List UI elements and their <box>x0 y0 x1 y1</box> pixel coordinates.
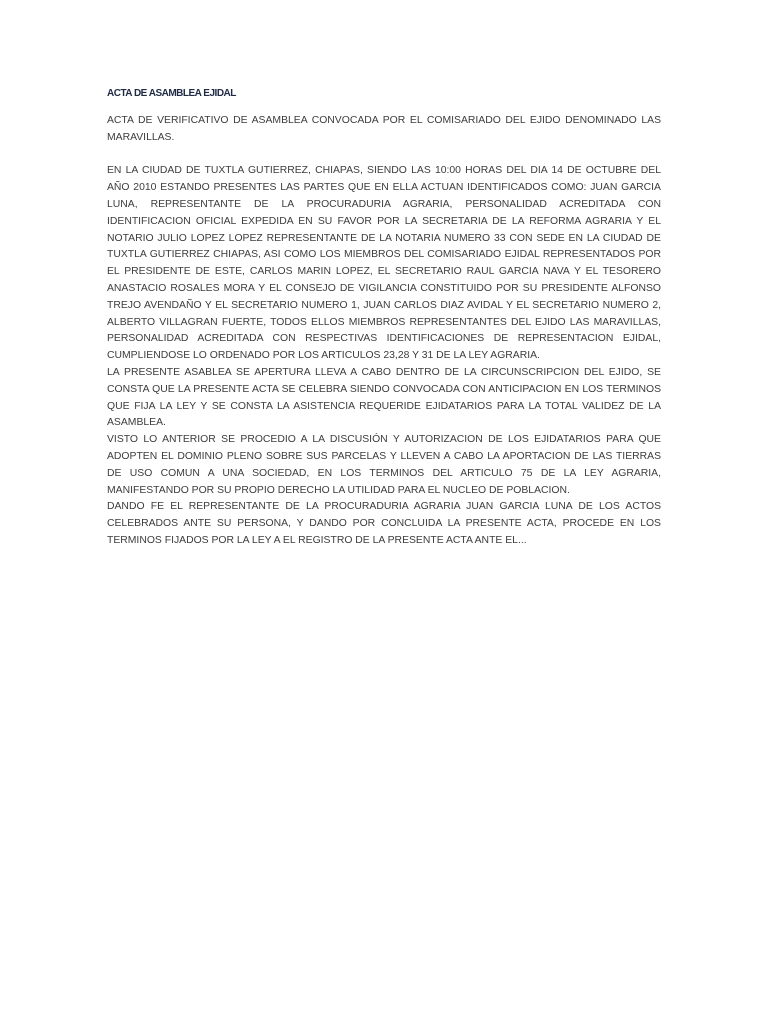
paragraph-opening: LA PRESENTE ASABLEA SE APERTURA LLEVA A CABO DENTRO DE LA CIRCUNSCRIPCION DEL EJIDO, SE CONSTA QUE LA PRESENTE ACTA SE CELEBRA SIENDO CONVOCADA CON ANTICIPACION EN LOS TERMINOS QUE FIJA LA LEY Y SE CONSTA LA ASISTENCIA REQUERIDE EJIDATARIOS PARA LA TOTAL VALIDEZ DE LA ASAMBLEA. <box>107 366 661 429</box>
paragraph-discussion: VISTO LO ANTERIOR SE PROCEDIO A LA DISCUSIÓN Y AUTORIZACION DE LOS EJIDATARIOS PARA QUE ADOPTEN EL DOMINIO PLENO SOBRE SUS PARCELAS Y LLEVEN A CABO LA APORTACION DE LAS TIERRAS DE USO COMUN A UNA SOCIEDAD, EN LOS TERMINOS DEL ARTICULO 75 DE LA LEY AGRARIA, MANIFESTANDO POR SU PROPIO DERECHO LA UTILIDAD PARA EL NUCLEO DE POBLACION. <box>107 434 661 496</box>
document-body <box>107 87 661 550</box>
intro-paragraph: ACTA DE VERIFICATIVO DE ASAMBLEA CONVOCADA POR EL COMISARIADO DEL EJIDO DENOMINADO LAS MARAVILLAS. <box>107 115 661 143</box>
paragraph-parties: EN LA CIUDAD DE TUXTLA GUTIERREZ, CHIAPAS, SIENDO LAS 10:00 HORAS DEL DIA 14 DE OCTUBRE DEL AÑO 2010 ESTANDO PRESENTES LAS PARTES QUE EN ELLA ACTUAN IDENTIFICADOS COMO: JUAN GARCIA LUNA, REPRESENTANTE DE LA PROCURADURIA AGRARIA, PERSONALIDAD ACREDITADA CON IDENTIFICACION OFICIAL EXPEDIDA EN SU FAVOR POR LA SECRETARIA DE LA REFORMA AGRARIA Y EL NOTARIO JULIO LOPEZ LOPEZ REPRESENTANTE DE LA NOTARIA NUMERO 33 CON SEDE EN LA CIUDAD DE TUXTLA GUTIERREZ CHIAPAS, ASI COMO LOS MIEMBROS DEL COMISARIADO EJIDAL REPRESENTADOS POR EL PRESIDENTE DE ESTE, CARLOS MARIN LOPEZ, EL SECRETARIO RAUL GARCIA NAVA Y EL TESORERO ANASTACIO ROSALES MORA Y EL CONSEJO DE VIGILANCIA CONSTITUIDO POR SU PRESIDENTE ALFONSO TREJO AVENDAÑO Y EL SECRETARIO NUMERO 1, JUAN CARLOS DIAZ AVIDAL Y EL SECRETARIO NUMERO 2, ALBERTO VILLAGRAN FUERTE, TODOS ELLOS MIEMBROS REPRESENTANTES DEL EJIDO LAS MARAVILLAS, PERSONALIDAD ACREDITADA CON RESPECTIVAS IDENTIFICACIONES DE REPRESENTACION EJIDAL, CUMPLIENDOSE LO ORDENADO POR LOS ARTICULOS 23,28 Y 31 DE LA LEY AGRARIA. <box>107 165 661 362</box>
document-title: ACTA DE ASAMBLEA EJIDAL <box>107 88 236 99</box>
paragraph-closing: DANDO FE EL REPRESENTANTE DE LA PROCURADURIA AGRARIA JUAN GARCIA LUNA DE LOS ACTOS CELEBRADOS ANTE SU PERSONA, Y DANDO POR CONCLUIDA LA PRESENTE ACTA, PROCEDE EN LOS TERMINOS FIJADOS POR LA LEY A EL REGISTRO DE LA PRESENTE ACTA ANTE EL... <box>107 501 661 546</box>
